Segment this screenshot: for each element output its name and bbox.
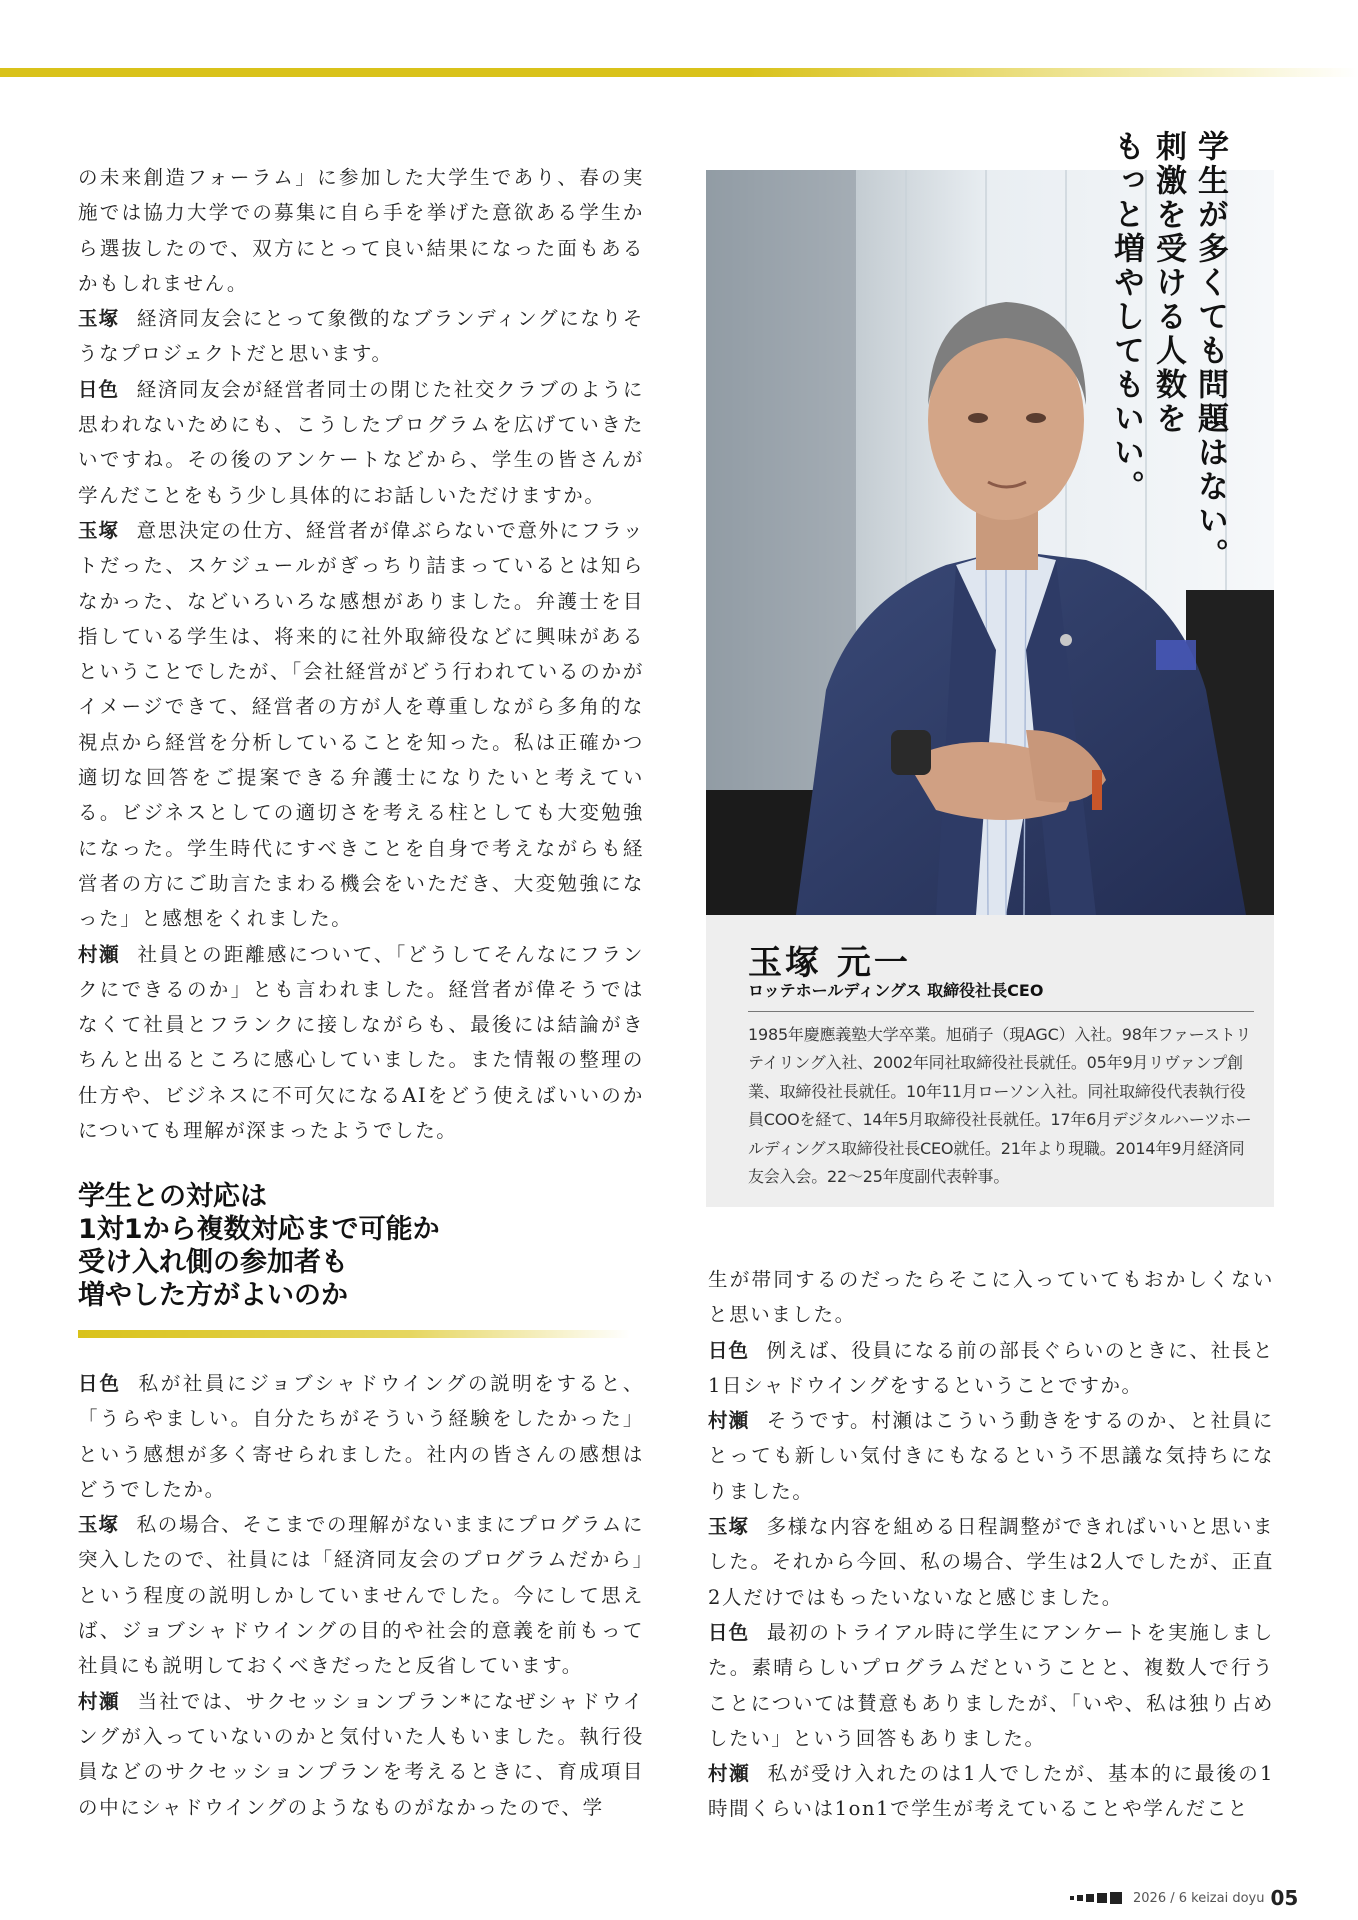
heading-line: 受け入れ側の参加者も — [78, 1247, 348, 1278]
speaker-name: 村瀬 — [78, 1689, 121, 1713]
speaker-name: 村瀬 — [78, 942, 120, 966]
paragraph — [78, 513, 644, 937]
profile-box — [706, 915, 1274, 1207]
paragraph-text: 最初のトライアル時に学生にアンケートを実施しました。素晴らしいプログラムだということと、複数人で行うことについては賛意もありましたが、「いや、私は独り占めしたい」という回答もありました。 — [708, 1620, 1274, 1750]
square-icon — [1110, 1892, 1122, 1904]
paragraph-text: 生が帯同するのだったらそこに入っていてもおかしくないと思いました。 — [708, 1268, 1274, 1327]
paragraph-text: 社員との距離感について、「どうしてそんなにフランクにできるのか」とも言われました。経営者が偉そうではなくて社員とフランクに接しながらも、最後には結論がきちんと出るところに感心していました。また情報の整理の仕方や、ビジネスに不可欠になるAIをどう使えばいいのかについても理解が深まったようでした。 — [78, 942, 644, 1143]
speaker-name: 玉塚 — [78, 307, 120, 331]
square-icon — [1097, 1893, 1107, 1903]
paragraph — [708, 1262, 1274, 1333]
speaker-name: 玉塚 — [708, 1515, 750, 1539]
paragraph — [708, 1615, 1274, 1756]
paragraph-text: 私が受け入れたのは1人でしたが、基本的に最後の1時間くらいは1on1で学生が考えていることや学んだこと — [708, 1762, 1274, 1821]
square-icon — [1086, 1894, 1094, 1902]
heading-line: 1対1から複数対応まで可能か — [78, 1214, 440, 1245]
paragraph-text: そうです。村瀬はこういう動きをするのか、と社員にとっても新しい気付きにもなるという不思議な気持ちになりました。 — [708, 1409, 1274, 1503]
paragraph — [708, 1333, 1274, 1404]
paragraph-text: 経済同友会が経営者同士の閉じた社交クラブのように思われないためにも、こうしたプログラムを広げていきたいですね。その後のアンケートなどから、学生の皆さんが学んだことをもう少し具体的にお話しいただけますか。 — [78, 377, 644, 507]
speaker-name: 日色 — [708, 1620, 750, 1644]
heading-underline — [78, 1330, 630, 1338]
page-number: 05 — [1270, 1886, 1299, 1910]
paragraph — [78, 1684, 644, 1825]
profile-bio: 1985年慶應義塾大学卒業。旭硝子（現AGC）入社。98年ファーストリテイリング入社、2002年同社取締役社長就任。05年9月リヴァンプ創業、取締役社長就任。10年11月ローソン入社。同社取締役代表執行役員COOを経て、14年5月取締役社長就任。17年6月デジタルハーツホールディングス取締役社長CEO就任。21年より現職。2014年9月経済同友会入会。22～25年度副代表幹事。 — [748, 1025, 1252, 1187]
paragraph — [78, 301, 644, 372]
page-footer — [1070, 1886, 1299, 1910]
left-column-lower-text — [78, 1366, 644, 1825]
speaker-name: 日色 — [708, 1338, 750, 1362]
heading-line: 増やした方がよいのか — [78, 1280, 348, 1311]
paragraph-text: 私が社員にジョブシャドウイングの説明をすると、「うらやましい。自分たちがそういう経験をしたかった」という感想が多く寄せられました。社内の皆さんの感想はどうでしたか。 — [78, 1372, 644, 1501]
speaker-name: 玉塚 — [78, 1513, 120, 1537]
right-column-text — [708, 1262, 1274, 1827]
pull-quote — [1105, 130, 1231, 590]
paragraph — [78, 1507, 644, 1683]
paragraph — [78, 372, 644, 513]
section-heading — [78, 1180, 638, 1312]
heading-line: 学生との対応は — [78, 1181, 267, 1212]
paragraph — [78, 1366, 644, 1507]
pull-quote-line: 学生が多くても問題はない。 — [1192, 130, 1228, 572]
left-column-upper-text — [78, 160, 644, 1148]
paragraph-text: の未来創造フォーラム」に参加した大学生であり、春の実施では協力大学での募集に自ら手を挙げた意欲ある学生から選抜したので、双方にとって良い結果になった面もあるかもしれません。 — [78, 166, 644, 295]
paragraph-text: 当社では、サクセッションプラン*になぜシャドウイングが入っていないのかと気付いた人もいました。執行役員などのサクセッションプランを考えるときに、育成項目の中にシャドウイングのようなものがなかったので、学 — [78, 1689, 644, 1819]
paragraph-text: 経済同友会にとって象徴的なブランディングになりそうなプロジェクトだと思います。 — [78, 307, 644, 366]
paragraph-text: 私の場合、そこまでの理解がないままにプログラムに突入したので、社員には「経済同友会のプログラムだから」という程度の説明しかしていませんでした。今にして思えば、ジョブシャドウイングの目的や社会的意義を前もって社員にも説明しておくべきだったと反省しています。 — [78, 1513, 644, 1678]
paragraph — [78, 160, 644, 301]
speaker-name: 村瀬 — [708, 1409, 750, 1433]
square-icon — [1077, 1895, 1083, 1901]
speaker-name: 日色 — [78, 377, 120, 401]
profile-divider — [748, 1011, 1254, 1012]
paragraph-text: 多様な内容を組める日程調整ができればいいと思いました。それから今回、私の場合、学生は2人でしたが、正直2人だけではもったいないなと感じました。 — [708, 1515, 1274, 1609]
top-accent-bar — [0, 68, 1358, 77]
profile-name: 玉塚 元一 — [748, 943, 911, 983]
pull-quote-line: もっと増やしてもいい。 — [1108, 130, 1144, 504]
paragraph — [708, 1756, 1274, 1827]
pull-quote-line: 刺激を受ける人数を — [1150, 130, 1186, 436]
issue-label: 2026 / 6 keizai doyu — [1133, 1890, 1265, 1906]
paragraph — [708, 1403, 1274, 1509]
paragraph-text: 意思決定の仕方、経営者が偉ぶらないで意外にフラットだった、スケジュールがぎっちり詰まっているとは知らなかった、などいろいろな感想がありました。弁護士を目指している学生は、将来的に社外取締役などに興味があるということでしたが、「会社経営がどう行われているのかがイメージできて、経営者の方が人を尊重しながら多角的な視点から経営を分析していることを知った。私は正確かつ適切な回答をご提案できる弁護士になりたいと考えている。ビジネスとしての適切さを考える柱としても大変勉強になった。学生時代にすべきことを自身で考えながらも経営者の方にご助言たまわる機会をいただき、大変勉強になった」と感想をくれました。 — [78, 518, 644, 931]
speaker-name: 玉塚 — [78, 518, 120, 542]
profile-title: ロッテホールディングス 取締役社長CEO — [748, 981, 1044, 1000]
paragraph — [708, 1509, 1274, 1615]
speaker-name: 日色 — [78, 1372, 122, 1395]
square-icon — [1070, 1896, 1074, 1900]
paragraph-text: 例えば、役員になる前の部長ぐらいのときに、社長と1日シャドウイングをするということですか。 — [708, 1338, 1274, 1397]
speaker-name: 村瀬 — [708, 1762, 751, 1786]
paragraph — [78, 937, 644, 1149]
